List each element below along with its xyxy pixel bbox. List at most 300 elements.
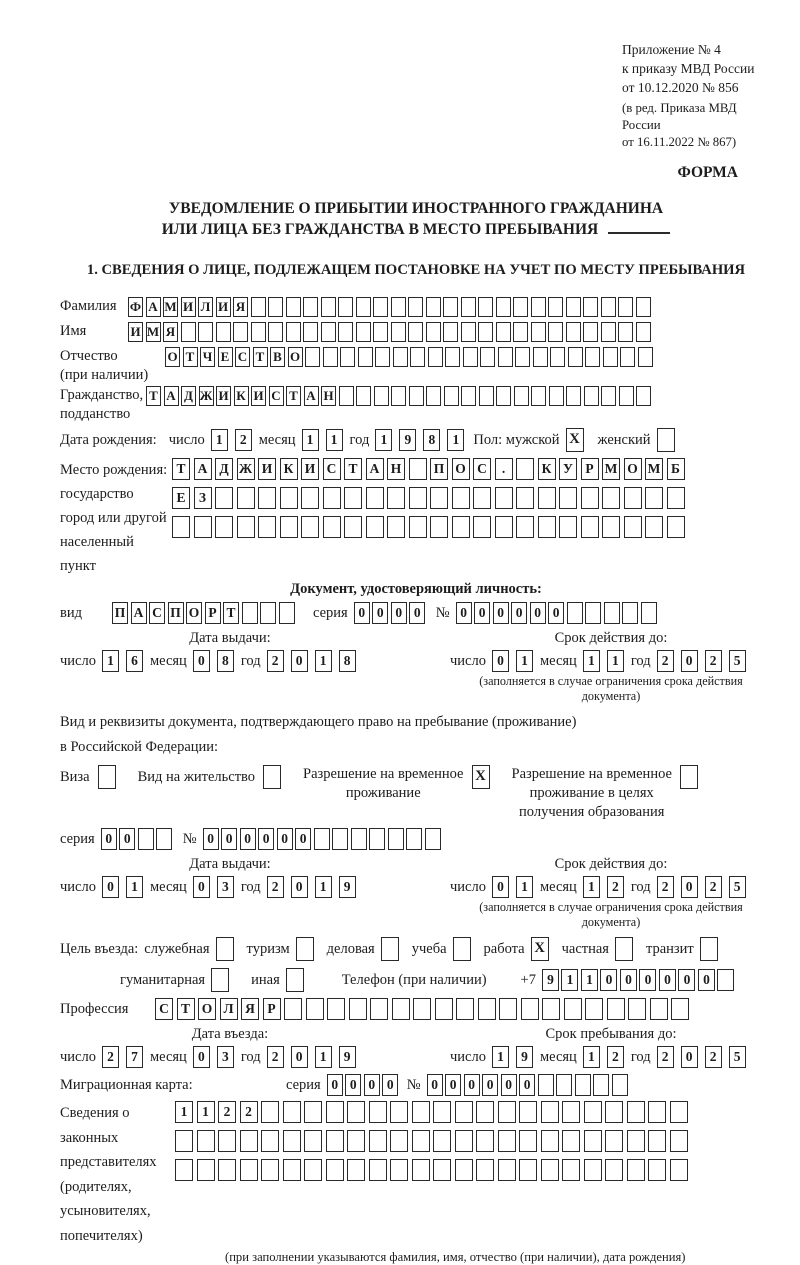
char-cell[interactable]: И [181,297,196,317]
char-cell[interactable] [452,487,470,509]
char-cell[interactable] [409,386,424,406]
char-cell[interactable] [456,998,474,1020]
char-cell[interactable] [584,1130,602,1152]
char-cell[interactable]: П [430,458,448,480]
char-cell[interactable]: И [216,386,231,406]
char-cell[interactable] [478,297,493,317]
char-cell[interactable] [409,487,427,509]
purpose-tourism-checkbox[interactable] [296,937,314,961]
char-cell[interactable] [280,516,298,538]
char-cell[interactable] [433,1159,451,1181]
char-cell[interactable] [445,347,460,367]
char-cell[interactable] [671,998,689,1020]
char-cell[interactable]: У [559,458,577,480]
char-cell[interactable]: Ж [199,386,214,406]
char-cell[interactable]: 7 [126,1046,143,1068]
char-cell[interactable] [197,1130,215,1152]
char-cell[interactable]: 0 [221,828,237,850]
char-cell[interactable] [636,386,651,406]
char-cell[interactable] [496,322,511,342]
char-cell[interactable]: 8 [217,650,234,672]
char-cell[interactable] [268,297,283,317]
char-cell[interactable] [645,516,663,538]
char-cell[interactable] [562,1101,580,1123]
char-cell[interactable]: М [645,458,663,480]
char-cell[interactable]: 0 [382,1074,398,1096]
char-cell[interactable]: 0 [474,602,490,624]
char-cell[interactable] [321,322,336,342]
char-cell[interactable]: 2 [218,1101,236,1123]
char-cell[interactable]: 2 [102,1046,119,1068]
char-cell[interactable]: Т [223,602,239,624]
char-cell[interactable]: 0 [620,969,637,991]
char-cell[interactable] [513,297,528,317]
char-cell[interactable]: 1 [211,429,228,451]
char-cell[interactable] [650,998,668,1020]
char-cell[interactable]: С [323,458,341,480]
char-cell[interactable]: 1 [581,969,598,991]
char-cell[interactable] [323,347,338,367]
char-cell[interactable]: И [128,322,143,342]
purpose-commercial-checkbox[interactable] [381,937,399,961]
char-cell[interactable] [670,1130,688,1152]
char-cell[interactable] [369,1101,387,1123]
char-cell[interactable]: 0 [372,602,388,624]
char-cell[interactable] [242,602,258,624]
char-cell[interactable]: 2 [235,429,252,451]
char-cell[interactable] [314,828,330,850]
char-cell[interactable]: М [146,322,161,342]
char-cell[interactable] [605,1159,623,1181]
char-cell[interactable] [412,1159,430,1181]
char-cell[interactable] [627,1130,645,1152]
char-cell[interactable] [519,1159,537,1181]
char-cell[interactable]: А [146,297,161,317]
char-cell[interactable]: 1 [102,650,119,672]
char-cell[interactable]: С [269,386,284,406]
char-cell[interactable] [369,1130,387,1152]
char-cell[interactable] [498,347,513,367]
char-cell[interactable] [251,297,266,317]
char-cell[interactable] [583,297,598,317]
char-cell[interactable] [373,322,388,342]
char-cell[interactable] [531,322,546,342]
char-cell[interactable]: Д [181,386,196,406]
char-cell[interactable] [304,1101,322,1123]
char-cell[interactable] [347,1101,365,1123]
char-cell[interactable]: Б [667,458,685,480]
char-cell[interactable]: 0 [427,1074,443,1096]
char-cell[interactable] [433,1101,451,1123]
char-cell[interactable] [670,1159,688,1181]
char-cell[interactable] [581,516,599,538]
char-cell[interactable]: 1 [583,876,600,898]
char-cell[interactable]: Ф [128,297,143,317]
char-cell[interactable]: Р [581,458,599,480]
char-cell[interactable] [548,322,563,342]
char-cell[interactable] [409,516,427,538]
char-cell[interactable] [605,1101,623,1123]
char-cell[interactable] [624,487,642,509]
char-cell[interactable] [175,1159,193,1181]
char-cell[interactable] [172,516,190,538]
char-cell[interactable]: 0 [258,828,274,850]
char-cell[interactable] [327,998,345,1020]
char-cell[interactable] [499,998,517,1020]
char-cell[interactable] [541,1159,559,1181]
char-cell[interactable] [156,828,172,850]
char-cell[interactable]: 1 [447,429,464,451]
char-cell[interactable] [585,347,600,367]
char-cell[interactable] [542,998,560,1020]
char-cell[interactable] [476,1159,494,1181]
char-cell[interactable]: И [251,386,266,406]
char-cell[interactable] [408,322,423,342]
char-cell[interactable] [387,487,405,509]
char-cell[interactable] [455,1130,473,1152]
char-cell[interactable] [392,998,410,1020]
char-cell[interactable]: 0 [345,1074,361,1096]
char-cell[interactable] [604,602,620,624]
char-cell[interactable] [667,487,685,509]
char-cell[interactable]: Т [344,458,362,480]
char-cell[interactable] [648,1130,666,1152]
char-cell[interactable] [618,297,633,317]
char-cell[interactable] [479,386,494,406]
char-cell[interactable] [369,828,385,850]
char-cell[interactable] [215,516,233,538]
char-cell[interactable]: А [131,602,147,624]
char-cell[interactable] [495,516,513,538]
char-cell[interactable] [548,297,563,317]
char-cell[interactable]: Е [172,487,190,509]
char-cell[interactable]: С [473,458,491,480]
char-cell[interactable]: О [624,458,642,480]
char-cell[interactable] [521,998,539,1020]
char-cell[interactable] [426,386,441,406]
char-cell[interactable] [409,458,427,480]
char-cell[interactable]: 1 [315,1046,332,1068]
char-cell[interactable] [286,297,301,317]
char-cell[interactable]: 0 [681,1046,698,1068]
char-cell[interactable] [369,1159,387,1181]
char-cell[interactable] [568,347,583,367]
char-cell[interactable] [628,998,646,1020]
char-cell[interactable] [478,322,493,342]
char-cell[interactable] [624,516,642,538]
char-cell[interactable]: Т [183,347,198,367]
char-cell[interactable]: . [495,458,513,480]
char-cell[interactable] [627,1159,645,1181]
purpose-private-checkbox[interactable] [615,937,633,961]
char-cell[interactable] [391,297,406,317]
char-cell[interactable]: 0 [639,969,656,991]
char-cell[interactable] [326,1159,344,1181]
char-cell[interactable]: 1 [583,650,600,672]
char-cell[interactable] [373,297,388,317]
char-cell[interactable] [197,1159,215,1181]
char-cell[interactable] [717,969,734,991]
char-cell[interactable] [602,487,620,509]
char-cell[interactable] [496,297,511,317]
purpose-business-checkbox[interactable] [216,937,234,961]
char-cell[interactable]: В [270,347,285,367]
purpose-other-checkbox[interactable] [286,968,304,992]
char-cell[interactable]: 1 [315,650,332,672]
char-cell[interactable] [645,487,663,509]
char-cell[interactable] [516,516,534,538]
char-cell[interactable] [564,998,582,1020]
char-cell[interactable] [406,828,422,850]
sex-male-checkbox[interactable]: X [566,428,584,452]
char-cell[interactable] [260,602,276,624]
char-cell[interactable] [339,386,354,406]
char-cell[interactable] [498,1130,516,1152]
char-cell[interactable] [387,516,405,538]
char-cell[interactable] [636,322,651,342]
char-cell[interactable] [240,1159,258,1181]
char-cell[interactable] [428,347,443,367]
char-cell[interactable] [215,487,233,509]
char-cell[interactable] [286,322,301,342]
char-cell[interactable] [519,1101,537,1123]
char-cell[interactable]: М [602,458,620,480]
char-cell[interactable] [531,386,546,406]
char-cell[interactable] [301,516,319,538]
char-cell[interactable]: Л [220,998,238,1020]
visa-checkbox[interactable] [98,765,116,789]
char-cell[interactable] [303,297,318,317]
char-cell[interactable]: 0 [291,650,308,672]
char-cell[interactable]: 0 [501,1074,517,1096]
char-cell[interactable] [321,297,336,317]
char-cell[interactable]: 9 [399,429,416,451]
char-cell[interactable] [638,347,653,367]
char-cell[interactable] [251,322,266,342]
char-cell[interactable] [556,1074,572,1096]
char-cell[interactable] [498,1159,516,1181]
char-cell[interactable] [338,322,353,342]
char-cell[interactable] [601,322,616,342]
char-cell[interactable]: 0 [445,1074,461,1096]
temp-residence-checkbox[interactable]: X [472,765,490,789]
char-cell[interactable] [455,1101,473,1123]
char-cell[interactable] [648,1101,666,1123]
char-cell[interactable]: О [288,347,303,367]
char-cell[interactable]: О [198,998,216,1020]
char-cell[interactable]: А [304,386,319,406]
char-cell[interactable] [413,998,431,1020]
char-cell[interactable] [340,347,355,367]
char-cell[interactable]: И [258,458,276,480]
char-cell[interactable]: Я [163,322,178,342]
char-cell[interactable]: 1 [492,1046,509,1068]
char-cell[interactable] [566,322,581,342]
char-cell[interactable]: 1 [516,876,533,898]
char-cell[interactable] [461,297,476,317]
char-cell[interactable]: 0 [600,969,617,991]
char-cell[interactable] [480,347,495,367]
char-cell[interactable] [473,516,491,538]
char-cell[interactable] [388,828,404,850]
char-cell[interactable]: 0 [193,876,210,898]
char-cell[interactable] [304,1130,322,1152]
char-cell[interactable] [443,322,458,342]
char-cell[interactable]: 0 [295,828,311,850]
char-cell[interactable] [284,998,302,1020]
char-cell[interactable]: 0 [492,650,509,672]
char-cell[interactable] [533,347,548,367]
char-cell[interactable]: 3 [217,876,234,898]
char-cell[interactable]: 0 [681,650,698,672]
char-cell[interactable]: К [234,386,249,406]
char-cell[interactable]: Т [172,458,190,480]
char-cell[interactable] [356,297,371,317]
char-cell[interactable]: Л [198,297,213,317]
char-cell[interactable]: 5 [729,876,746,898]
char-cell[interactable] [410,347,425,367]
char-cell[interactable]: 0 [240,828,256,850]
sex-female-checkbox[interactable] [657,428,675,452]
char-cell[interactable] [393,347,408,367]
char-cell[interactable]: 0 [203,828,219,850]
char-cell[interactable] [370,998,388,1020]
char-cell[interactable]: П [112,602,128,624]
char-cell[interactable]: 2 [267,1046,284,1068]
char-cell[interactable]: Р [263,998,281,1020]
char-cell[interactable] [602,516,620,538]
char-cell[interactable] [583,322,598,342]
char-cell[interactable] [279,602,295,624]
char-cell[interactable] [175,1130,193,1152]
char-cell[interactable] [237,516,255,538]
char-cell[interactable]: Р [205,602,221,624]
purpose-transit-checkbox[interactable] [700,937,718,961]
purpose-humanitarian-checkbox[interactable] [211,968,229,992]
char-cell[interactable] [390,1101,408,1123]
char-cell[interactable] [550,347,565,367]
char-cell[interactable]: А [194,458,212,480]
char-cell[interactable] [303,322,318,342]
char-cell[interactable] [541,1101,559,1123]
char-cell[interactable]: 2 [267,876,284,898]
char-cell[interactable]: 2 [657,1046,674,1068]
char-cell[interactable] [461,322,476,342]
char-cell[interactable] [538,516,556,538]
char-cell[interactable] [670,1101,688,1123]
char-cell[interactable]: 9 [516,1046,533,1068]
char-cell[interactable]: И [301,458,319,480]
char-cell[interactable] [559,487,577,509]
char-cell[interactable] [435,998,453,1020]
char-cell[interactable] [301,487,319,509]
char-cell[interactable]: 0 [119,828,135,850]
char-cell[interactable] [347,1159,365,1181]
char-cell[interactable] [374,386,389,406]
char-cell[interactable] [622,602,638,624]
char-cell[interactable] [356,322,371,342]
char-cell[interactable] [515,347,530,367]
char-cell[interactable]: 2 [705,650,722,672]
char-cell[interactable]: 9 [339,876,356,898]
char-cell[interactable]: 0 [492,876,509,898]
char-cell[interactable] [194,516,212,538]
char-cell[interactable]: Т [146,386,161,406]
char-cell[interactable] [323,487,341,509]
char-cell[interactable] [476,1130,494,1152]
char-cell[interactable]: 1 [561,969,578,991]
char-cell[interactable] [618,322,633,342]
char-cell[interactable] [516,487,534,509]
char-cell[interactable] [566,386,581,406]
char-cell[interactable]: 0 [456,602,472,624]
char-cell[interactable]: М [163,297,178,317]
char-cell[interactable] [648,1159,666,1181]
char-cell[interactable]: 0 [354,602,370,624]
char-cell[interactable] [304,1159,322,1181]
char-cell[interactable] [584,1159,602,1181]
char-cell[interactable]: 1 [175,1101,193,1123]
char-cell[interactable] [426,297,441,317]
char-cell[interactable]: К [538,458,556,480]
char-cell[interactable] [513,322,528,342]
char-cell[interactable] [496,386,511,406]
char-cell[interactable] [344,487,362,509]
char-cell[interactable] [280,487,298,509]
char-cell[interactable] [562,1159,580,1181]
char-cell[interactable] [585,602,601,624]
char-cell[interactable]: 0 [277,828,293,850]
char-cell[interactable] [514,386,529,406]
char-cell[interactable] [516,458,534,480]
char-cell[interactable]: 2 [607,1046,624,1068]
char-cell[interactable]: 1 [326,429,343,451]
char-cell[interactable]: Е [218,347,233,367]
char-cell[interactable] [358,347,373,367]
char-cell[interactable]: А [164,386,179,406]
char-cell[interactable] [268,322,283,342]
char-cell[interactable] [258,516,276,538]
char-cell[interactable]: 1 [197,1101,215,1123]
char-cell[interactable] [593,1074,609,1096]
char-cell[interactable] [567,602,583,624]
char-cell[interactable] [425,828,441,850]
char-cell[interactable] [390,1130,408,1152]
char-cell[interactable] [306,998,324,1020]
char-cell[interactable] [476,1101,494,1123]
char-cell[interactable] [619,386,634,406]
char-cell[interactable] [283,1159,301,1181]
char-cell[interactable]: А [366,458,384,480]
char-cell[interactable] [575,1074,591,1096]
char-cell[interactable] [283,1130,301,1152]
char-cell[interactable]: 2 [705,1046,722,1068]
char-cell[interactable]: 0 [659,969,676,991]
edu-residence-checkbox[interactable] [680,765,698,789]
char-cell[interactable] [233,322,248,342]
char-cell[interactable]: 1 [516,650,533,672]
char-cell[interactable]: 0 [193,1046,210,1068]
char-cell[interactable] [430,487,448,509]
char-cell[interactable] [538,1074,554,1096]
char-cell[interactable]: 0 [493,602,509,624]
char-cell[interactable] [261,1130,279,1152]
char-cell[interactable]: 8 [423,429,440,451]
char-cell[interactable] [412,1130,430,1152]
char-cell[interactable] [390,1159,408,1181]
char-cell[interactable] [240,1130,258,1152]
char-cell[interactable]: Д [215,458,233,480]
